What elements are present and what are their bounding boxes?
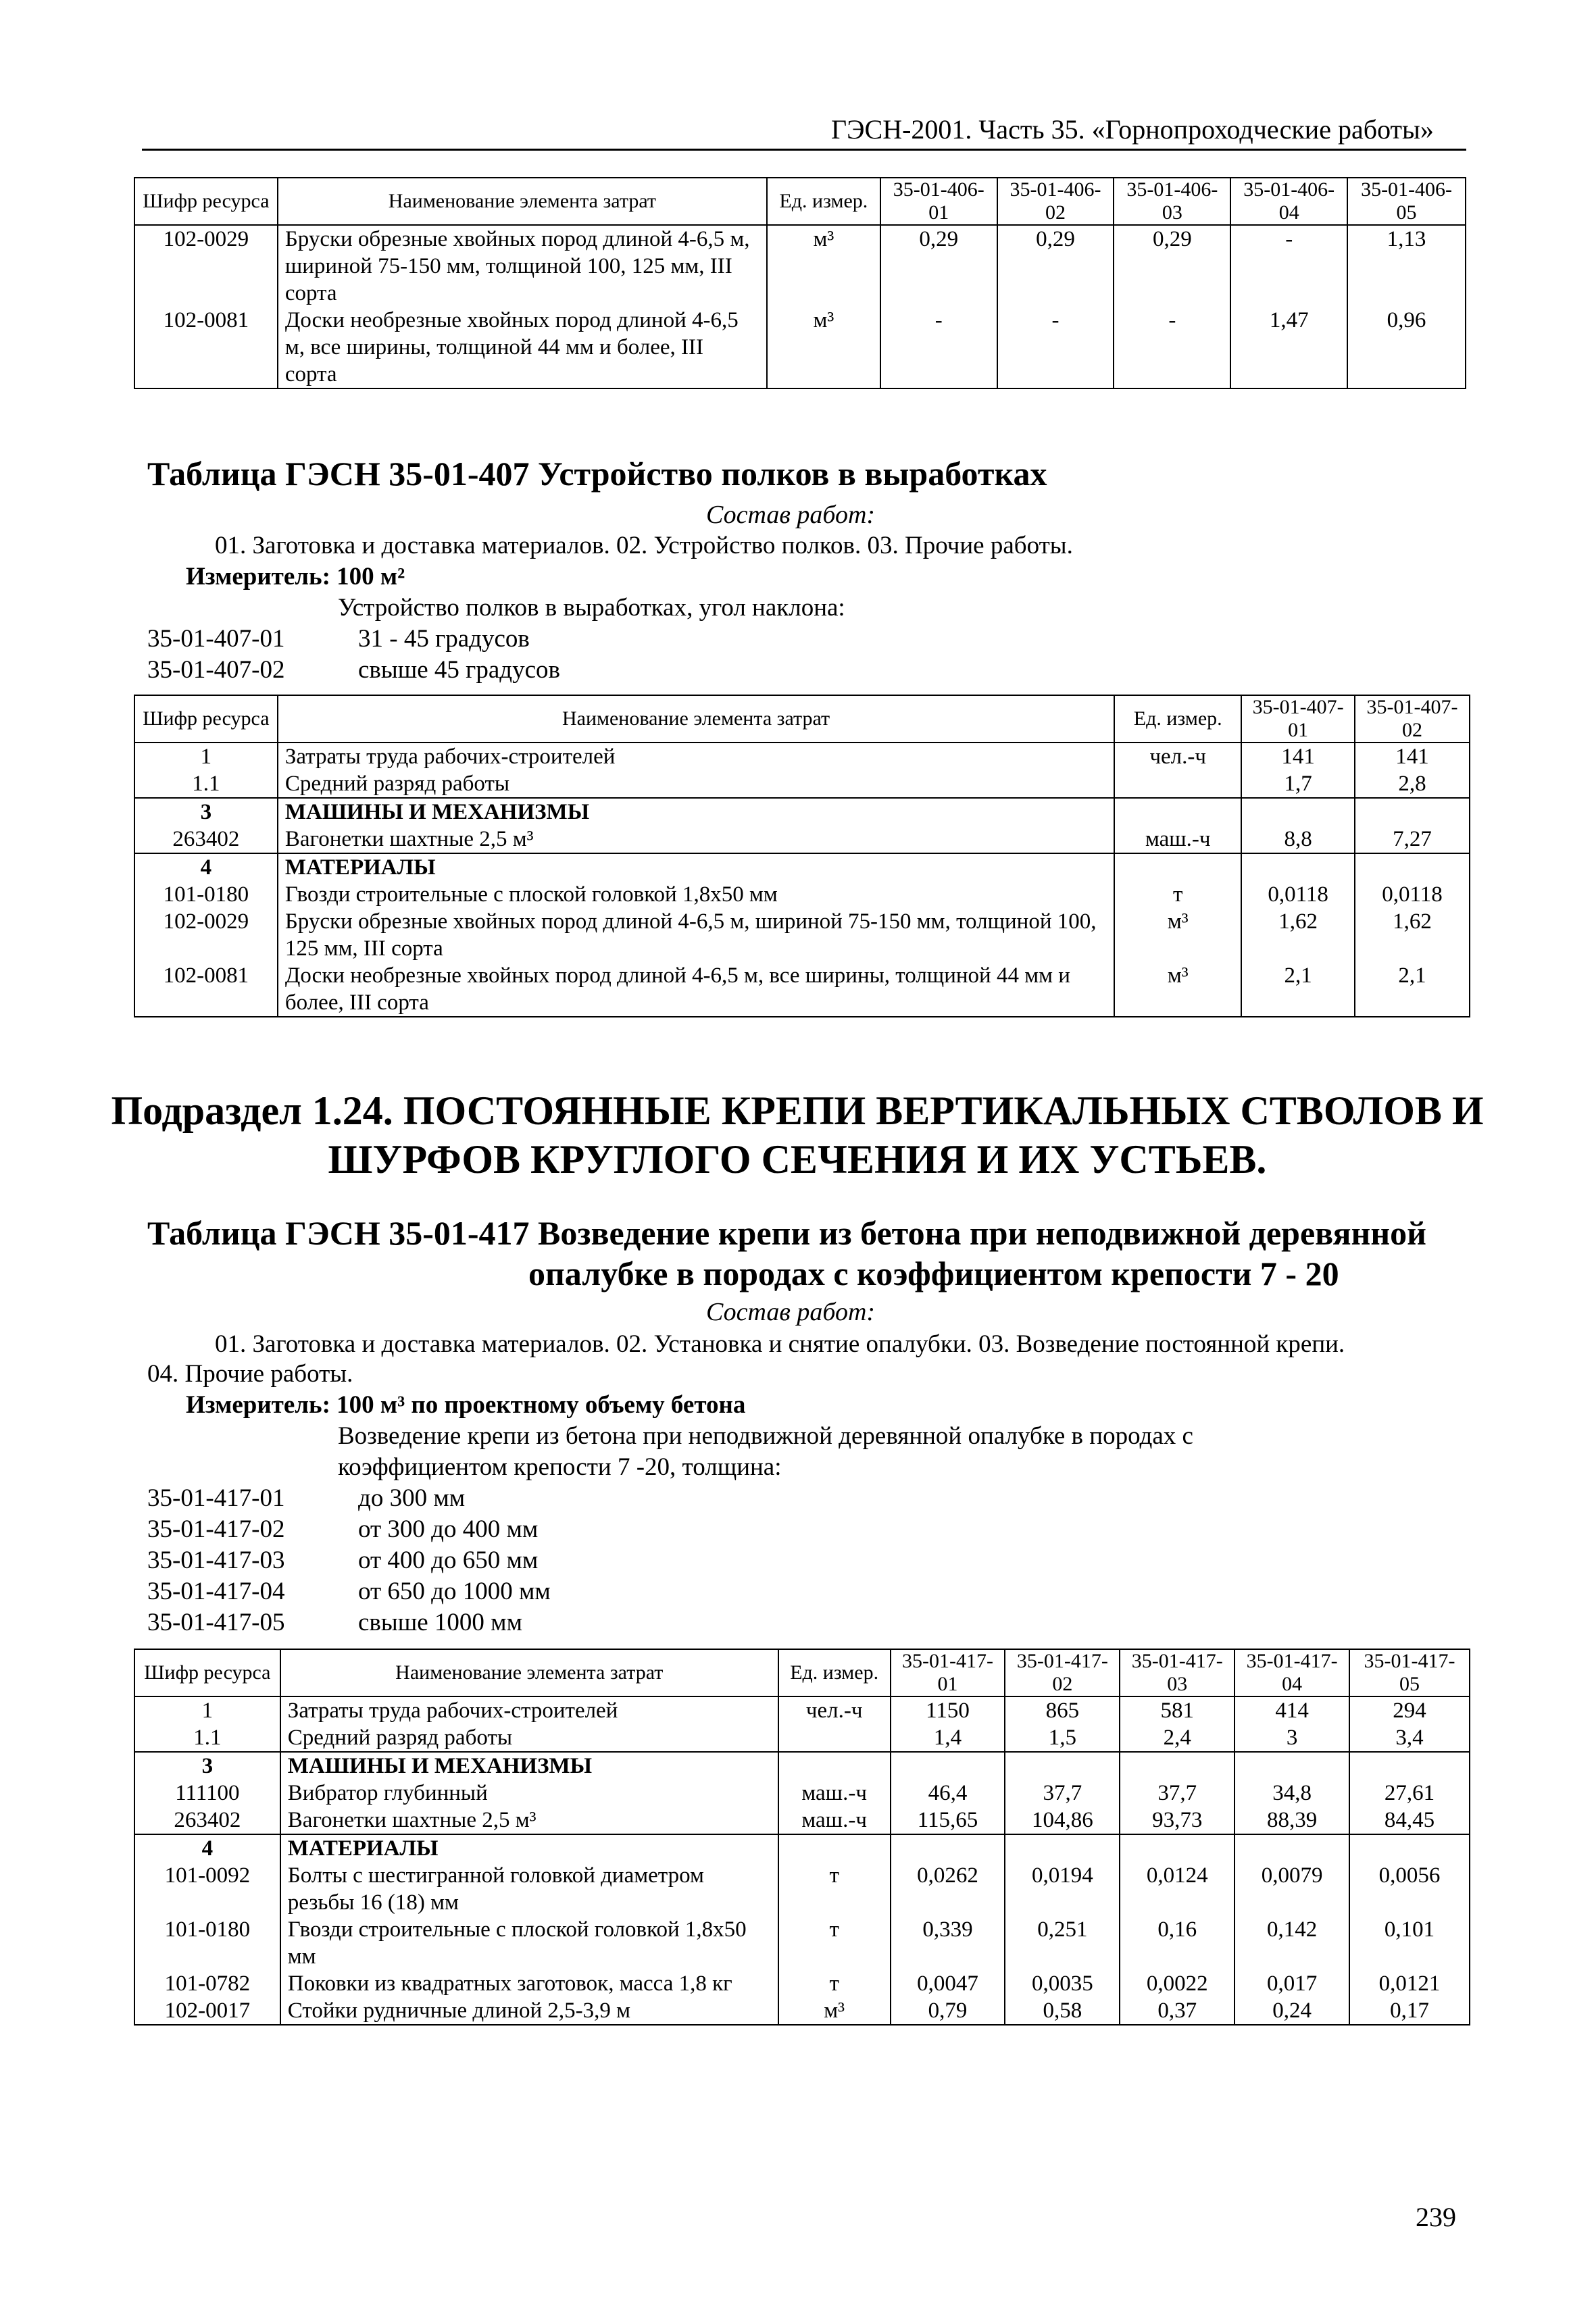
value-cell: 2,4 (1120, 1724, 1235, 1752)
item-code: 35-01-417-01 (147, 1484, 285, 1512)
value-cell: 0,29 (880, 225, 997, 307)
value-cell: 0,24 (1235, 1997, 1349, 2025)
value-cell (891, 1752, 1005, 1780)
intro-417-line1: Возведение крепи из бетона при неподвижной деревянной опалубке в породах с (338, 1422, 1193, 1450)
unit-cell: маш.-ч (778, 1780, 891, 1807)
resource-name-cell: Вагонетки шахтные 2,5 м³ (280, 1807, 778, 1834)
header-rule (142, 149, 1466, 151)
resource-code-cell: 102-0081 (134, 962, 278, 1017)
composition-417-line2: 04. Прочие работы. (147, 1360, 353, 1388)
value-cell: 2,8 (1355, 770, 1470, 798)
unit-cell (1114, 853, 1241, 881)
item-text: от 300 до 400 мм (358, 1515, 539, 1543)
resource-code-cell: 101-0180 (134, 881, 278, 908)
table-406 (134, 177, 1466, 389)
resource-name-cell: Стойки рудничные длиной 2,5-3,9 м (280, 1997, 778, 2025)
unit-cell (778, 1834, 891, 1862)
column-header: 35-01-407-02 (1355, 695, 1470, 743)
column-header: 35-01-406-03 (1114, 178, 1230, 225)
unit-cell: м³ (1114, 962, 1241, 1017)
table-row (134, 1997, 1470, 2025)
value-cell: 104,86 (1005, 1807, 1120, 1834)
resource-name-cell: Затраты труда рабочих-строителей (278, 743, 1114, 770)
item-text: от 400 до 650 мм (358, 1546, 539, 1574)
column-header: 35-01-406-01 (880, 178, 997, 225)
value-cell: 1150 (891, 1696, 1005, 1724)
table-row (134, 1807, 1470, 1834)
value-cell: 37,7 (1120, 1780, 1235, 1807)
value-cell: 0,29 (997, 225, 1114, 307)
item-code: 35-01-417-04 (147, 1578, 285, 1605)
table-row (134, 743, 1470, 770)
column-header: 35-01-417-05 (1349, 1649, 1470, 1696)
value-cell: 0,0056 (1349, 1862, 1470, 1916)
value-cell: 3 (1235, 1724, 1349, 1752)
table-row (134, 307, 1466, 388)
unit-cell: м³ (767, 307, 880, 388)
value-cell: 0,17 (1349, 1997, 1470, 2025)
value-cell (1355, 798, 1470, 826)
column-header: Наименование элемента затрат (280, 1649, 778, 1696)
item-code: 35-01-407-02 (147, 656, 285, 684)
unit-cell: т (778, 1862, 891, 1916)
resource-name-cell: Поковки из квадратных заготовок, масса 1,8 кг (280, 1970, 778, 1997)
unit-cell: маш.-ч (778, 1807, 891, 1834)
resource-code-cell: 3 (134, 1752, 280, 1780)
column-header: Шифр ресурса (134, 178, 278, 225)
table-row (134, 908, 1470, 962)
resource-name-cell: Вибратор глубинный (280, 1780, 778, 1807)
meter-417: Измеритель: 100 м³ по проектному объему бетона (186, 1391, 746, 1419)
value-cell: - (1114, 307, 1230, 388)
value-cell: 0,16 (1120, 1916, 1235, 1970)
unit-cell: м³ (767, 225, 880, 307)
resource-name-cell: МАШИНЫ И МЕХАНИЗМЫ (280, 1752, 778, 1780)
item-code: 35-01-417-02 (147, 1515, 285, 1543)
item-text: 31 - 45 градусов (358, 625, 530, 653)
value-cell: 0,96 (1347, 307, 1466, 388)
unit-cell: т (1114, 881, 1241, 908)
value-cell (1120, 1834, 1235, 1862)
unit-cell: чел.-ч (778, 1696, 891, 1724)
unit-cell: м³ (1114, 908, 1241, 962)
value-cell: 1,62 (1241, 908, 1355, 962)
table-417 (134, 1649, 1470, 2026)
value-cell: 1,62 (1355, 908, 1470, 962)
item-code: 35-01-407-01 (147, 625, 285, 653)
value-cell (1005, 1752, 1120, 1780)
value-cell: 141 (1241, 743, 1355, 770)
value-cell: 2,1 (1355, 962, 1470, 1017)
value-cell: 88,39 (1235, 1807, 1349, 1834)
resource-code-cell: 263402 (134, 826, 278, 853)
value-cell: 0,0035 (1005, 1970, 1120, 1997)
value-cell: 0,0118 (1355, 881, 1470, 908)
value-cell: 37,7 (1005, 1780, 1120, 1807)
resource-code-cell: 101-0092 (134, 1862, 280, 1916)
table-row (134, 1970, 1470, 1997)
value-cell: 294 (1349, 1696, 1470, 1724)
value-cell: 1,47 (1230, 307, 1347, 388)
column-header: 35-01-417-02 (1005, 1649, 1120, 1696)
unit-cell: т (778, 1916, 891, 1970)
table-407 (134, 695, 1470, 1017)
item-code: 35-01-417-05 (147, 1609, 285, 1636)
value-cell (891, 1834, 1005, 1862)
value-cell (1235, 1752, 1349, 1780)
value-cell: 0,142 (1235, 1916, 1349, 1970)
value-cell: 27,61 (1349, 1780, 1470, 1807)
unit-cell (1114, 798, 1241, 826)
column-header: 35-01-417-03 (1120, 1649, 1235, 1696)
item-text: свыше 45 градусов (358, 656, 560, 684)
unit-cell: т (778, 1970, 891, 1997)
unit-cell: м³ (778, 1997, 891, 2025)
value-cell: 1,5 (1005, 1724, 1120, 1752)
value-cell: 0,58 (1005, 1997, 1120, 2025)
value-cell: 1,7 (1241, 770, 1355, 798)
value-cell: 34,8 (1235, 1780, 1349, 1807)
table-row (134, 1834, 1470, 1862)
unit-cell: маш.-ч (1114, 826, 1241, 853)
table-row (134, 1724, 1470, 1752)
composition-label-417: Состав работ: (706, 1298, 876, 1326)
resource-code-cell: 102-0029 (134, 225, 278, 307)
value-cell: 1,4 (891, 1724, 1005, 1752)
value-cell: 865 (1005, 1696, 1120, 1724)
value-cell: 0,79 (891, 1997, 1005, 2025)
resource-name-cell: Затраты труда рабочих-строителей (280, 1696, 778, 1724)
value-cell: 46,4 (891, 1780, 1005, 1807)
resource-code-cell: 102-0017 (134, 1997, 280, 2025)
value-cell: 1,13 (1347, 225, 1466, 307)
resource-name-cell: Бруски обрезные хвойных пород длиной 4-6,5 м, шириной 75-150 мм, толщиной 100, 125 мм, III сорта (278, 908, 1114, 962)
column-header: Наименование элемента затрат (278, 695, 1114, 743)
value-cell: 2,1 (1241, 962, 1355, 1017)
value-cell: 0,0124 (1120, 1862, 1235, 1916)
table-row (134, 798, 1470, 826)
resource-name-cell: МАШИНЫ И МЕХАНИЗМЫ (278, 798, 1114, 826)
resource-name-cell: Болты с шестигранной головкой диаметром резьбы 16 (18) мм (280, 1862, 778, 1916)
column-header: Наименование элемента затрат (278, 178, 767, 225)
value-cell: 0,339 (891, 1916, 1005, 1970)
intro-407: Устройство полков в выработках, угол наклона: (338, 594, 845, 622)
value-cell: 581 (1120, 1696, 1235, 1724)
column-header: Шифр ресурса (134, 695, 278, 743)
value-cell: 0,017 (1235, 1970, 1349, 1997)
resource-code-cell: 1 (134, 1696, 280, 1724)
value-cell: 0,29 (1114, 225, 1230, 307)
resource-name-cell: Вагонетки шахтные 2,5 м³ (278, 826, 1114, 853)
unit-cell: чел.-ч (1114, 743, 1241, 770)
value-cell: 7,27 (1355, 826, 1470, 853)
column-header: 35-01-406-02 (997, 178, 1114, 225)
column-header: 35-01-406-04 (1230, 178, 1347, 225)
value-cell (1349, 1752, 1470, 1780)
table-row (134, 826, 1470, 853)
value-cell: - (880, 307, 997, 388)
table-row (134, 770, 1470, 798)
value-cell: 0,0194 (1005, 1862, 1120, 1916)
resource-code-cell: 101-0180 (134, 1916, 280, 1970)
value-cell: 0,37 (1120, 1997, 1235, 2025)
item-code: 35-01-417-03 (147, 1546, 285, 1574)
intro-417-line2: коэффициентом крепости 7 -20, толщина: (338, 1453, 782, 1481)
table-row (134, 962, 1470, 1017)
value-cell: 115,65 (891, 1807, 1005, 1834)
value-cell: - (997, 307, 1114, 388)
column-header: 35-01-407-01 (1241, 695, 1355, 743)
unit-cell (778, 1752, 891, 1780)
table-417-title-line1: Таблица ГЭСН 35-01-417 Возведение крепи из бетона при неподвижной деревянной (147, 1214, 1426, 1252)
resource-code-cell: 102-0029 (134, 908, 278, 962)
table-row (134, 853, 1470, 881)
value-cell: 0,0121 (1349, 1970, 1470, 1997)
table-407-title: Таблица ГЭСН 35-01-407 Устройство полков в выработках (147, 455, 1047, 493)
resource-code-cell: 263402 (134, 1807, 280, 1834)
value-cell: 84,45 (1349, 1807, 1470, 1834)
column-header: 35-01-417-04 (1235, 1649, 1349, 1696)
resource-name-cell: Средний разряд работы (280, 1724, 778, 1752)
resource-code-cell: 102-0081 (134, 307, 278, 388)
item-text: до 300 мм (358, 1484, 466, 1512)
resource-name-cell: Средний разряд работы (278, 770, 1114, 798)
value-cell: 0,101 (1349, 1916, 1470, 1970)
table-417-title-line2: опалубке в породах с коэффициентом крепости 7 - 20 (528, 1255, 1339, 1292)
resource-code-cell: 3 (134, 798, 278, 826)
column-header: 35-01-406-05 (1347, 178, 1466, 225)
value-cell (1235, 1834, 1349, 1862)
column-header: Шифр ресурса (134, 1649, 280, 1696)
value-cell (1241, 853, 1355, 881)
resource-code-cell: 4 (134, 1834, 280, 1862)
resource-code-cell: 1.1 (134, 1724, 280, 1752)
resource-name-cell: МАТЕРИАЛЫ (280, 1834, 778, 1862)
unit-cell (1114, 770, 1241, 798)
composition-417-line1: 01. Заготовка и доставка материалов. 02. Установка и снятие опалубки. 03. Возведение постоянной крепи. (215, 1330, 1345, 1358)
resource-name-cell: Бруски обрезные хвойных пород длиной 4-6,5 м, шириной 75-150 мм, толщиной 100, 125 мм, III сорта (278, 225, 767, 307)
value-cell (1005, 1834, 1120, 1862)
page-number: 239 (1416, 2202, 1456, 2232)
value-cell: 8,8 (1241, 826, 1355, 853)
resource-code-cell: 1 (134, 743, 278, 770)
value-cell: 414 (1235, 1696, 1349, 1724)
table-row (134, 1752, 1470, 1780)
table-row (134, 1780, 1470, 1807)
resource-code-cell: 111100 (134, 1780, 280, 1807)
unit-cell (778, 1724, 891, 1752)
resource-name-cell: Доски необрезные хвойных пород длиной 4-6,5 м, все ширины, толщиной 44 мм и более, III сорта (278, 962, 1114, 1017)
subsection-title-line1: Подраздел 1.24. ПОСТОЯННЫЕ КРЕПИ ВЕРТИКАЛЬНЫХ СТВОЛОВ И (111, 1088, 1484, 1133)
resource-code-cell: 4 (134, 853, 278, 881)
value-cell: 0,251 (1005, 1916, 1120, 1970)
resource-name-cell: МАТЕРИАЛЫ (278, 853, 1114, 881)
resource-code-cell: 101-0782 (134, 1970, 280, 1997)
value-cell: 0,0022 (1120, 1970, 1235, 1997)
value-cell: 93,73 (1120, 1807, 1235, 1834)
column-header: Ед. измер. (767, 178, 880, 225)
resource-name-cell: Гвозди строительные с плоской головкой 1,8x50 мм (280, 1916, 778, 1970)
value-cell (1120, 1752, 1235, 1780)
meter-407: Измеритель: 100 м² (186, 563, 405, 590)
composition-407: 01. Заготовка и доставка материалов. 02. Устройство полков. 03. Прочие работы. (215, 532, 1073, 559)
running-header: ГЭСН-2001. Часть 35. «Горнопроходческие работы» (831, 114, 1434, 145)
table-row (134, 1916, 1470, 1970)
resource-name-cell: Гвозди строительные с плоской головкой 1,8x50 мм (278, 881, 1114, 908)
item-text: свыше 1000 мм (358, 1609, 522, 1636)
table-row (134, 1862, 1470, 1916)
value-cell: 0,0118 (1241, 881, 1355, 908)
composition-label-407: Состав работ: (706, 501, 876, 529)
column-header: 35-01-417-01 (891, 1649, 1005, 1696)
value-cell (1355, 853, 1470, 881)
resource-name-cell: Доски необрезные хвойных пород длиной 4-6,5 м, все ширины, толщиной 44 мм и более, III сорта (278, 307, 767, 388)
table-row (134, 1696, 1470, 1724)
column-header: Ед. измер. (1114, 695, 1241, 743)
table-row (134, 881, 1470, 908)
resource-code-cell: 1.1 (134, 770, 278, 798)
value-cell (1349, 1834, 1470, 1862)
value-cell: - (1230, 225, 1347, 307)
value-cell (1241, 798, 1355, 826)
value-cell: 3,4 (1349, 1724, 1470, 1752)
item-text: от 650 до 1000 мм (358, 1578, 551, 1605)
value-cell: 0,0047 (891, 1970, 1005, 1997)
value-cell: 141 (1355, 743, 1470, 770)
subsection-title-line2: ШУРФОВ КРУГЛОГО СЕЧЕНИЯ И ИХ УСТЬЕВ. (328, 1137, 1267, 1182)
column-header: Ед. измер. (778, 1649, 891, 1696)
value-cell: 0,0262 (891, 1862, 1005, 1916)
value-cell: 0,0079 (1235, 1862, 1349, 1916)
table-row (134, 225, 1466, 307)
